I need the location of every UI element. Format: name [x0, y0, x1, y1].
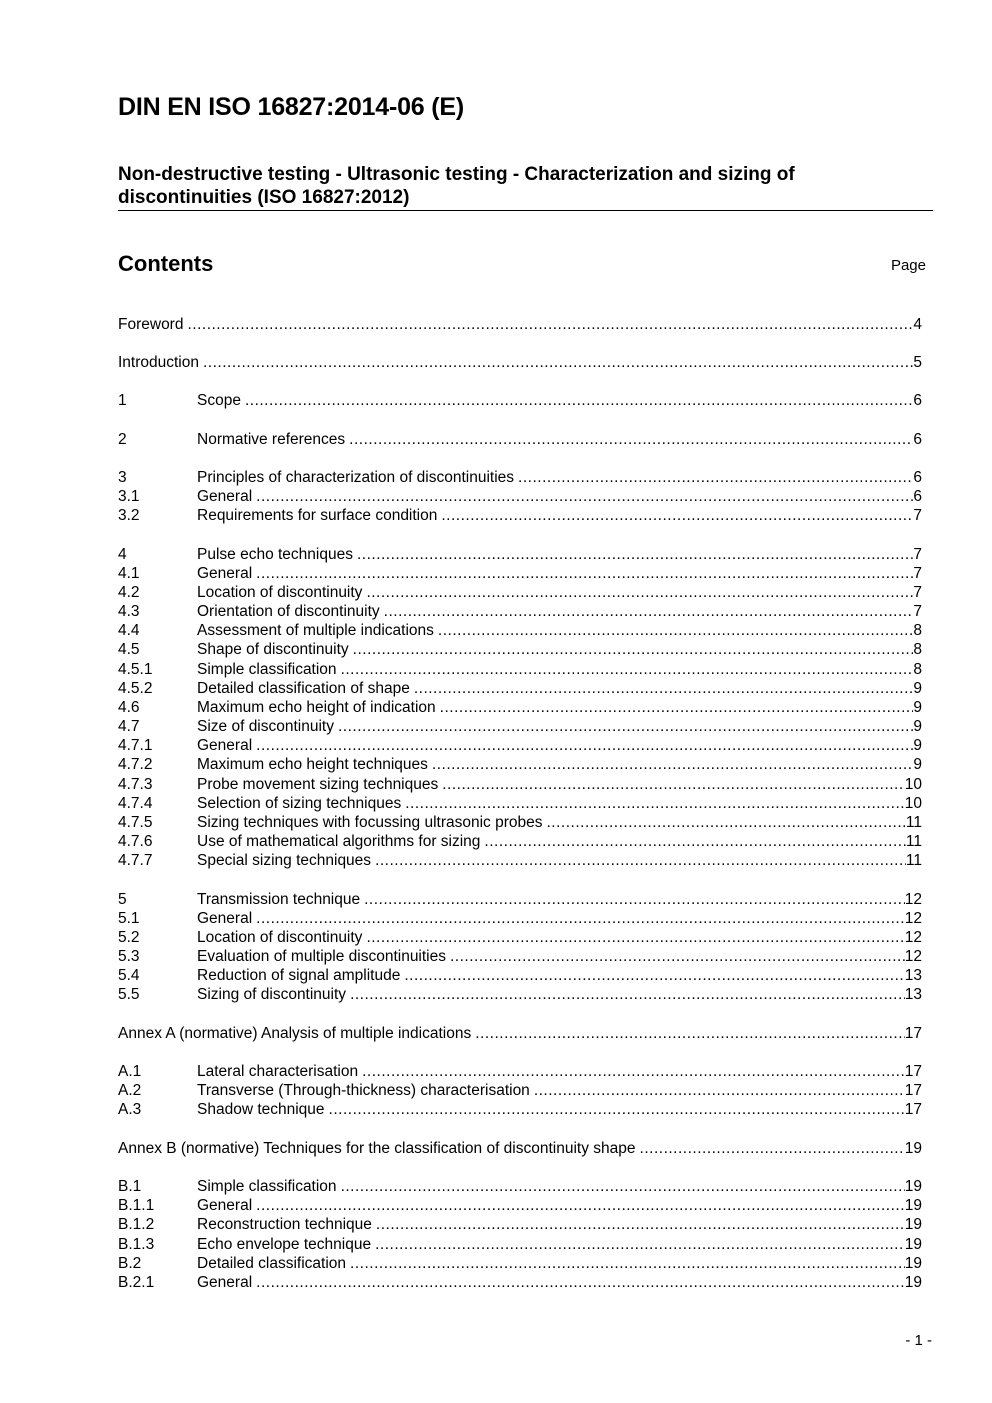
toc-entry-title: Use of mathematical algorithms for sizing	[197, 833, 481, 850]
toc-entry-number: 4.7.6	[118, 833, 153, 850]
toc-entry-page: 8	[913, 641, 922, 658]
toc-entry-title: Evaluation of multiple discontinuities	[197, 948, 446, 965]
toc-dot-leader	[357, 545, 913, 564]
toc-entry-number: B.1.2	[118, 1216, 155, 1233]
toc-entry-title: Detailed classification	[197, 1255, 347, 1272]
toc-dot-leader	[442, 775, 905, 794]
toc-dot-leader	[350, 985, 905, 1004]
toc-dot-leader	[349, 430, 913, 449]
toc-entry-page: 11	[905, 814, 922, 831]
toc-entry-page: 12	[904, 929, 922, 946]
toc-entry-number: 4.7.2	[118, 756, 153, 773]
page-number-footer: - 1 -	[905, 1332, 932, 1349]
toc-entry-page: 6	[913, 392, 922, 409]
toc-entry[interactable]	[118, 890, 922, 909]
toc-entry-page: 19	[904, 1216, 922, 1233]
toc-entry-page: 9	[913, 699, 922, 716]
toc-entry[interactable]	[118, 1024, 922, 1043]
toc-entry-number: 5	[118, 891, 127, 908]
toc-entry[interactable]	[118, 717, 922, 736]
toc-entry-number: 3.2	[118, 507, 140, 524]
toc-entry-title: Transverse (Through-thickness) characterisation	[197, 1082, 530, 1099]
toc-entry-page: 7	[913, 546, 922, 563]
toc-dot-leader	[366, 928, 904, 947]
toc-entry-number: B.1.1	[118, 1197, 155, 1214]
toc-entry-title: Orientation of discontinuity	[197, 603, 380, 620]
toc-entry-number: 4.5.1	[118, 661, 153, 678]
toc-entry[interactable]	[118, 1081, 922, 1100]
toc-entry-title: Shadow technique	[197, 1101, 325, 1118]
toc-entry-number: B.2	[118, 1255, 142, 1272]
toc-dot-leader	[450, 947, 905, 966]
toc-entry[interactable]	[118, 966, 922, 985]
page-column-label: Page	[890, 257, 926, 274]
toc-entry-page: 7	[913, 584, 922, 601]
toc-entry[interactable]	[118, 851, 922, 870]
toc-entry[interactable]	[118, 928, 922, 947]
toc-entry-number: 4.5.2	[118, 680, 153, 697]
toc-entry-title: Echo envelope technique	[197, 1236, 372, 1253]
toc-entry-title: Detailed classification of shape	[197, 680, 410, 697]
toc-entry-number: 3	[118, 469, 127, 486]
toc-dot-leader	[187, 315, 913, 334]
toc-entry-title: General	[197, 737, 253, 754]
toc-entry-page: 7	[913, 603, 922, 620]
toc-entry-title: Probe movement sizing techniques	[197, 776, 439, 793]
toc-entry[interactable]	[118, 353, 922, 372]
title-divider	[118, 210, 933, 211]
toc-entry-title: Scope	[197, 392, 241, 409]
toc-entry[interactable]	[118, 755, 922, 774]
toc-entry-title: Special sizing techniques	[197, 852, 372, 869]
toc-dot-leader	[364, 890, 905, 909]
toc-dot-leader	[484, 832, 905, 851]
toc-entry-number: 4.7.4	[118, 795, 153, 812]
toc-entry-page: 19	[904, 1197, 922, 1214]
toc-entry-title: Simple classification	[197, 661, 337, 678]
toc-entry-number: 4.1	[118, 565, 140, 582]
toc-dot-leader	[518, 468, 913, 487]
toc-dot-leader	[404, 966, 904, 985]
toc-entry-number: 4.6	[118, 699, 140, 716]
document-title: DIN EN ISO 16827:2014-06 (E)	[118, 93, 464, 121]
toc-entry-title: Reduction of signal amplitude	[197, 967, 401, 984]
toc-dot-leader	[341, 1177, 905, 1196]
toc-entry-number: 4.7.3	[118, 776, 153, 793]
toc-dot-leader	[547, 813, 906, 832]
toc-dot-leader	[475, 1024, 905, 1043]
toc-dot-leader	[353, 640, 914, 659]
toc-entry-title: General	[197, 910, 253, 927]
toc-entry-title: Selection of sizing techniques	[197, 795, 402, 812]
toc-entry-page: 17	[904, 1082, 922, 1099]
toc-entry[interactable]	[118, 583, 922, 602]
toc-entry-number: B.2.1	[118, 1274, 155, 1291]
toc-entry[interactable]	[118, 909, 922, 928]
toc-entry[interactable]	[118, 564, 922, 583]
toc-entry-title: Sizing of discontinuity	[197, 986, 347, 1003]
toc-entry[interactable]	[118, 985, 922, 1004]
toc-entry-title: Lateral characterisation	[197, 1063, 359, 1080]
toc-entry[interactable]	[118, 775, 922, 794]
toc-entry-number: A.3	[118, 1101, 142, 1118]
toc-entry-number: 4.2	[118, 584, 140, 601]
toc-dot-leader	[341, 660, 914, 679]
toc-entry-page: 19	[904, 1255, 922, 1272]
toc-entry[interactable]	[118, 1235, 922, 1254]
toc-entry-title: Reconstruction technique	[197, 1216, 372, 1233]
toc-entry-number: 4.4	[118, 622, 140, 639]
toc-entry-title: Maximum echo height of indication	[197, 699, 436, 716]
toc-entry-page: 19	[904, 1140, 922, 1157]
toc-entry[interactable]	[118, 813, 922, 832]
toc-entry[interactable]	[118, 391, 922, 410]
toc-entry-title: Normative references	[197, 431, 346, 448]
toc-entry-page: 6	[913, 431, 922, 448]
toc-entry[interactable]	[118, 679, 922, 698]
toc-entry-title: Location of discontinuity	[197, 584, 363, 601]
toc-dot-leader	[366, 583, 913, 602]
toc-entry-page: 19	[904, 1236, 922, 1253]
toc-dot-leader	[534, 1081, 905, 1100]
toc-entry[interactable]	[118, 698, 922, 717]
toc-entry[interactable]	[118, 621, 922, 640]
toc-entry-page: 17	[904, 1063, 922, 1080]
toc-entry[interactable]	[118, 545, 922, 564]
toc-entry[interactable]	[118, 947, 922, 966]
toc-entry[interactable]	[118, 602, 922, 621]
toc-entry-number: 5.4	[118, 967, 140, 984]
toc-entry-title: Shape of discontinuity	[197, 641, 349, 658]
toc-entry-title: Introduction	[118, 354, 199, 371]
toc-entry-page: 9	[913, 718, 922, 735]
toc-dot-leader	[405, 794, 905, 813]
toc-entry-page: 19	[904, 1178, 922, 1195]
toc-entry-number: 5.5	[118, 986, 140, 1003]
toc-entry-page: 8	[913, 622, 922, 639]
toc-dot-leader	[440, 698, 914, 717]
toc-entry-title: Annex A (normative) Analysis of multiple indications	[118, 1025, 472, 1042]
contents-heading: Contents	[118, 251, 214, 276]
toc-entry[interactable]	[118, 1139, 922, 1158]
toc-entry-title: Sizing techniques with focussing ultrasonic probes	[197, 814, 543, 831]
toc-entry-number: 4.7.5	[118, 814, 153, 831]
toc-entry-page: 6	[913, 469, 922, 486]
toc-entry-number: 4.5	[118, 641, 140, 658]
toc-entry[interactable]	[118, 832, 922, 851]
toc-entry-page: 12	[904, 948, 922, 965]
toc-entry-title: Location of discontinuity	[197, 929, 363, 946]
toc-entry-number: 2	[118, 431, 127, 448]
toc-entry-page: 9	[913, 756, 922, 773]
toc-dot-leader	[256, 909, 905, 928]
toc-entry-number: A.2	[118, 1082, 142, 1099]
toc-entry-title: Foreword	[118, 316, 184, 333]
toc-entry-number: B.1.3	[118, 1236, 155, 1253]
toc-dot-leader	[432, 755, 913, 774]
toc-dot-leader	[256, 1196, 905, 1215]
toc-entry-title: Assessment of multiple indications	[197, 622, 434, 639]
toc-entry-number: 4.7	[118, 718, 140, 735]
toc-entry-page: 17	[904, 1101, 922, 1118]
toc-entry-title: Size of discontinuity	[197, 718, 334, 735]
document-subtitle: Non-destructive testing - Ultrasonic testing - Characterization and sizing of discontinuities (ISO 16827:2012)	[118, 164, 795, 208]
toc-entry[interactable]	[118, 736, 922, 755]
toc-entry[interactable]	[118, 1254, 922, 1273]
toc-entry-page: 19	[904, 1274, 922, 1291]
toc-entry-page: 9	[913, 680, 922, 697]
toc-dot-leader	[256, 736, 913, 755]
toc-entry[interactable]	[118, 1177, 922, 1196]
toc-entry-page: 10	[904, 776, 922, 793]
toc-entry-number: 5.2	[118, 929, 140, 946]
toc-entry-number: B.1	[118, 1178, 142, 1195]
toc-dot-leader	[376, 1215, 905, 1234]
toc-dot-leader	[384, 602, 914, 621]
toc-dot-leader	[338, 717, 913, 736]
toc-dot-leader	[256, 564, 913, 583]
toc-entry-number: 4.7.7	[118, 852, 153, 869]
toc-entry-title: General	[197, 488, 253, 505]
toc-entry-number: 1	[118, 392, 127, 409]
toc-entry[interactable]	[118, 660, 922, 679]
toc-entry-page: 12	[904, 891, 922, 908]
toc-entry-number: 4.7.1	[118, 737, 153, 754]
toc-entry-page: 8	[913, 661, 922, 678]
toc-entry-page: 5	[913, 354, 922, 371]
toc-entry-page: 4	[913, 316, 922, 333]
toc-dot-leader	[203, 353, 913, 372]
toc-entry[interactable]	[118, 315, 922, 334]
toc-dot-leader	[362, 1062, 905, 1081]
toc-entry-title: Pulse echo techniques	[197, 546, 353, 563]
toc-entry-title: Principles of characterization of discontinuities	[197, 469, 515, 486]
toc-entry-title: Requirements for surface condition	[197, 507, 438, 524]
toc-dot-leader	[256, 487, 913, 506]
toc-dot-leader	[414, 679, 914, 698]
toc-entry[interactable]	[118, 1100, 922, 1119]
toc-entry-page: 12	[904, 910, 922, 927]
toc-entry-title: Annex B (normative) Techniques for the classification of discontinuity shape	[118, 1140, 636, 1157]
toc-entry-number: 5.3	[118, 948, 140, 965]
toc-entry[interactable]	[118, 1196, 922, 1215]
toc-dot-leader	[375, 1235, 905, 1254]
toc-entry[interactable]	[118, 506, 922, 525]
toc-entry-page: 17	[904, 1025, 922, 1042]
toc-dot-leader	[245, 391, 913, 410]
toc-dot-leader	[375, 851, 906, 870]
toc-dot-leader	[640, 1139, 905, 1158]
toc-entry-page: 7	[913, 507, 922, 524]
toc-entry-page: 6	[913, 488, 922, 505]
toc-entry-number: 4	[118, 546, 127, 563]
toc-entry[interactable]	[118, 468, 922, 487]
toc-entry[interactable]	[118, 1062, 922, 1081]
toc-entry-number: 5.1	[118, 910, 140, 927]
toc-entry-title: General	[197, 1274, 253, 1291]
toc-entry-page: 11	[905, 852, 922, 869]
toc-entry[interactable]	[118, 1215, 922, 1234]
toc-entry-page: 11	[905, 833, 922, 850]
toc-dot-leader	[329, 1100, 905, 1119]
toc-entry-title: Transmission technique	[197, 891, 361, 908]
toc-entry-number: 4.3	[118, 603, 140, 620]
toc-entry-number: A.1	[118, 1063, 142, 1080]
toc-entry-title: General	[197, 565, 253, 582]
toc-entry[interactable]	[118, 640, 922, 659]
toc-entry[interactable]	[118, 430, 922, 449]
toc-entry[interactable]	[118, 794, 922, 813]
toc-entry-title: Simple classification	[197, 1178, 337, 1195]
toc-entry-page: 9	[913, 737, 922, 754]
toc-entry-page: 13	[904, 986, 922, 1003]
toc-entry-page: 7	[913, 565, 922, 582]
toc-entry-title: General	[197, 1197, 253, 1214]
toc-dot-leader	[256, 1273, 905, 1292]
toc-dot-leader	[438, 621, 913, 640]
toc-entry-page: 10	[904, 795, 922, 812]
toc-entry[interactable]	[118, 487, 922, 506]
toc-entry-title: Maximum echo height techniques	[197, 756, 428, 773]
toc-entry-number: 3.1	[118, 488, 140, 505]
toc-dot-leader	[441, 506, 913, 525]
toc-entry[interactable]	[118, 1273, 922, 1292]
toc-entry-page: 13	[904, 967, 922, 984]
toc-dot-leader	[350, 1254, 905, 1273]
